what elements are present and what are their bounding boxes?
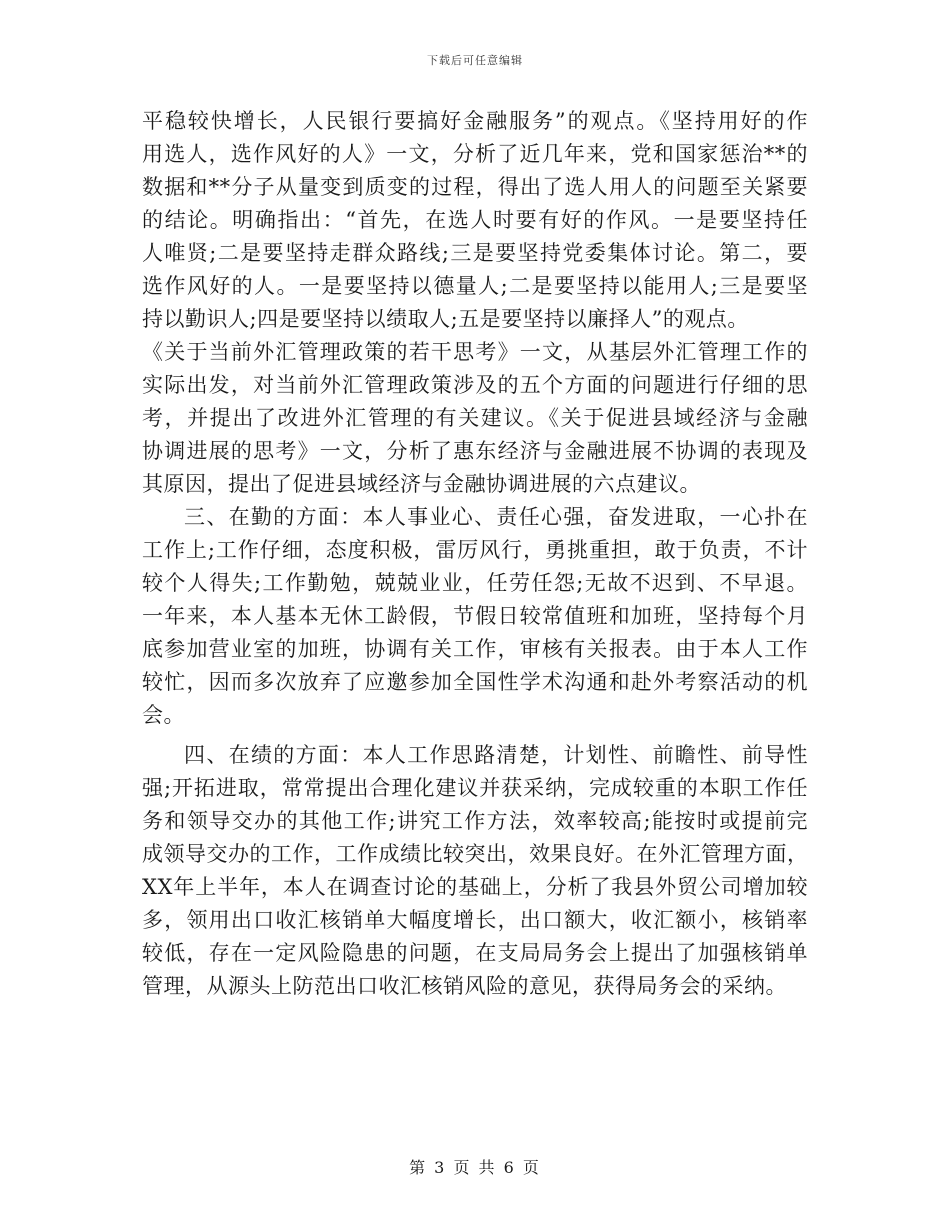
text-line: 成领导交办的工作，工作成绩比较突出，效果良好。在外汇管理方面， bbox=[142, 842, 808, 866]
text-line: 协调进展的思考》一文，分析了惠东经济与金融进展不协调的表现及 bbox=[142, 439, 808, 463]
paragraph-achievement bbox=[142, 739, 808, 1003]
text-line: 工作上;工作仔细，态度积极，雷厉风行，勇挑重担，敢于负责，不计 bbox=[142, 538, 808, 562]
page-number: 第 3 页 共 6 页 bbox=[409, 1158, 541, 1177]
text-line: 多，领用出口收汇核销单大幅度增长，出口额大，收汇额小，核销率 bbox=[142, 908, 808, 932]
text-line: 务和领导交办的其他工作;讲究工作方法，效率较高;能按时或提前完 bbox=[142, 809, 808, 833]
page-header: 下载后可任意编辑 bbox=[427, 54, 523, 67]
text-line: 持以勤识人;四是要坚持以绩取人;五是要坚持以廉择人”的观点。 bbox=[142, 307, 749, 331]
text-line: 较忙，因而多次放弃了应邀参加全国性学术沟通和赴外考察活动的机 bbox=[142, 670, 808, 694]
text-line: 较个人得失;工作勤勉，兢兢业业，任劳任怨;无故不迟到、不早退。 bbox=[142, 571, 808, 595]
text-line: XX年上半年，本人在调查讨论的基础上，分析了我县外贸公司增加较 bbox=[142, 875, 808, 899]
paragraph-spacer bbox=[142, 732, 808, 739]
text-line: 一年来，本人基本无休工龄假，节假日较常值班和加班，坚持每个月 bbox=[142, 604, 808, 628]
document-body bbox=[142, 105, 808, 1003]
paragraph-continuation bbox=[142, 105, 808, 501]
text-line: 四、在绩的方面：本人工作思路清楚，计划性、前瞻性、前导性 bbox=[184, 743, 808, 767]
text-line: 三、在勤的方面：本人事业心、责任心强，奋发进取，一心扑在 bbox=[184, 505, 808, 529]
text-line: 的结论。明确指出：“首先，在选人时要有好的作风。一是要坚持任 bbox=[142, 208, 808, 232]
text-line: 人唯贤;二是要坚持走群众路线;三是要坚持党委集体讨论。第二，要 bbox=[142, 241, 808, 265]
text-line: 数据和**分子从量变到质变的过程，得出了选人用人的问题至关紧要 bbox=[142, 175, 808, 199]
text-line: 管理，从源头上防范出口收汇核销风险的意见，获得局务会的采纳。 bbox=[142, 974, 787, 998]
text-line: 会。 bbox=[142, 703, 185, 727]
text-line: 考，并提出了改进外汇管理的有关建议。《关于促进县域经济与金融 bbox=[142, 406, 808, 430]
paragraph-diligence bbox=[142, 501, 808, 732]
text-line: 底参加营业室的加班，协调有关工作，审核有关报表。由于本人工作 bbox=[142, 637, 808, 661]
text-line: 用选人，选作风好的人》一文，分析了近几年来，党和国家惩治**的 bbox=[142, 142, 808, 166]
text-line: 强;开拓进取，常常提出合理化建议并获采纳，完成较重的本职工作任 bbox=[142, 776, 808, 800]
text-line: 《关于当前外汇管理政策的若干思考》一文，从基层外汇管理工作的 bbox=[142, 340, 808, 364]
text-line: 选作风好的人。一是要坚持以德量人;二是要坚持以能用人;三是要坚 bbox=[142, 274, 808, 298]
text-line: 其原因，提出了促进县域经济与金融协调进展的六点建议。 bbox=[142, 472, 701, 496]
text-line: 实际出发，对当前外汇管理政策涉及的五个方面的问题进行仔细的思 bbox=[142, 373, 808, 397]
text-line: 平稳较快增长，人民银行要搞好金融服务”的观点。《坚持用好的作 bbox=[142, 109, 808, 133]
text-line: 较低，存在一定风险隐患的问题，在支局局务会上提出了加强核销单 bbox=[142, 941, 808, 965]
